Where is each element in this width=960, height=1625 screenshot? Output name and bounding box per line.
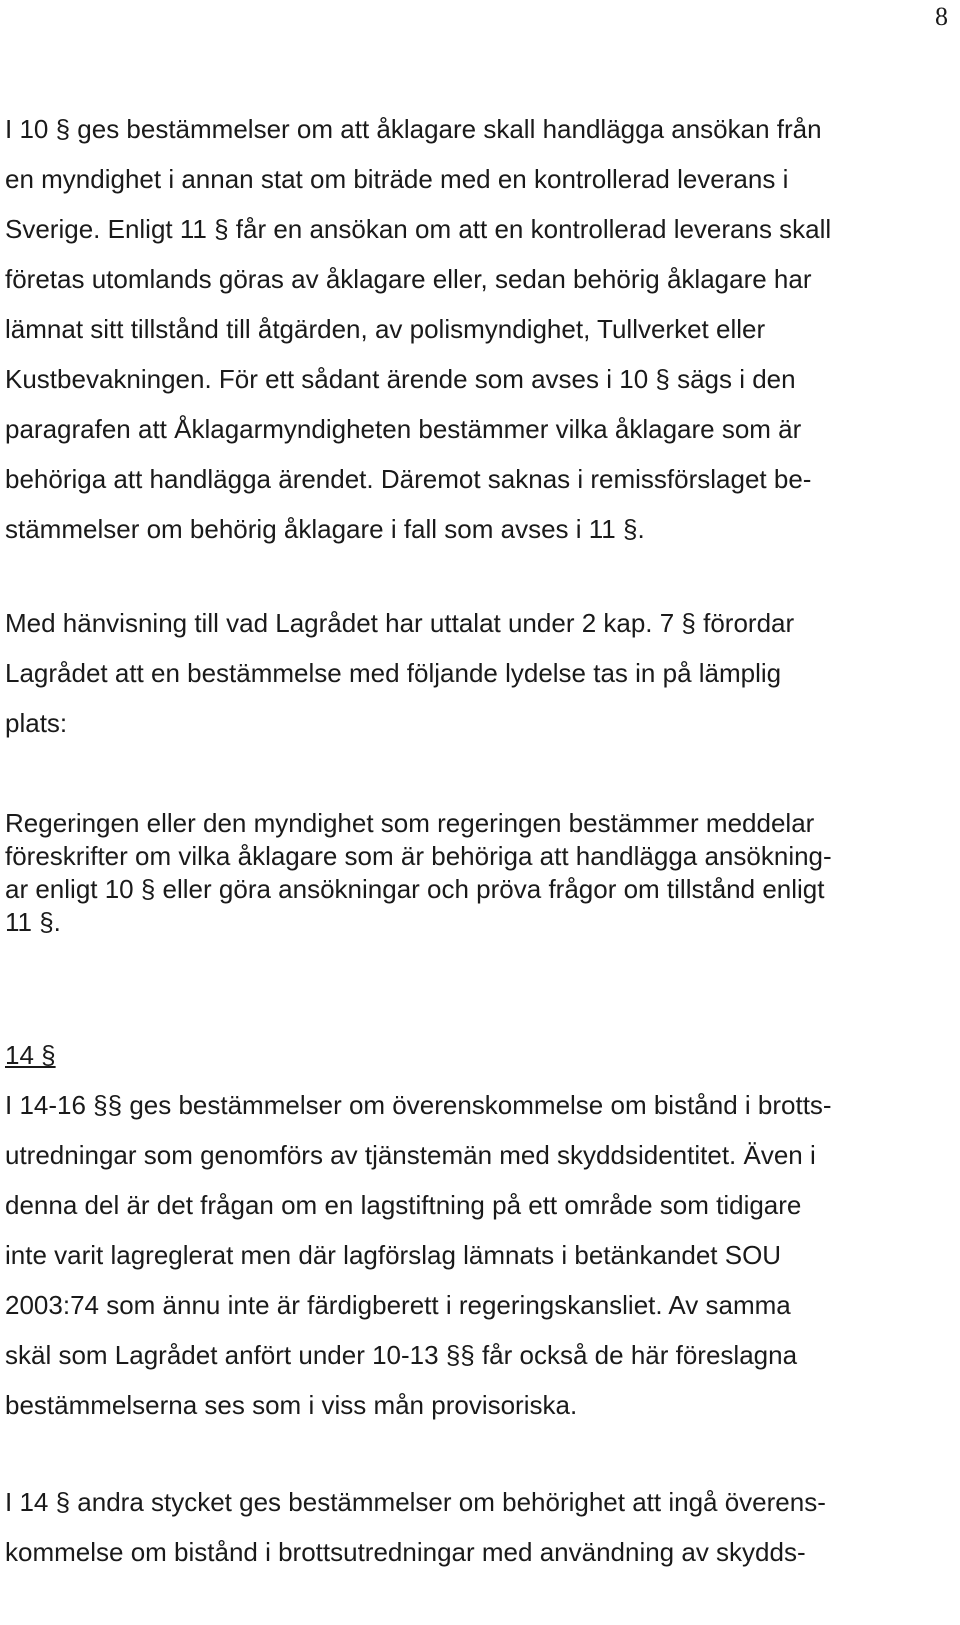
page-number: 8 bbox=[935, 2, 948, 31]
section-heading-14 bbox=[5, 1030, 935, 1080]
text-line: denna del är det frågan om en lagstiftning på ett område som tidigare bbox=[5, 1190, 802, 1220]
text-line: inte varit lagreglerat men där lagförslag lämnats i betänkandet SOU bbox=[5, 1240, 782, 1270]
section-heading: 14 § bbox=[5, 1040, 56, 1070]
text-line: ar enligt 10 § eller göra ansökningar och pröva frågor om tillstånd enligt bbox=[5, 874, 825, 904]
paragraph-lagradet-proposal bbox=[5, 598, 935, 748]
text-line: föreskrifter om vilka åklagare som är behöriga att handlägga ansökning- bbox=[5, 841, 832, 871]
text-line: Med hänvisning till vad Lagrådet har uttalat under 2 kap. 7 § förordar bbox=[5, 608, 795, 638]
paragraph-section-14-second bbox=[5, 1477, 935, 1577]
text-line: paragrafen att Åklagarmyndigheten bestämmer vilka åklagare som är bbox=[5, 414, 802, 444]
text-line: stämmelser om behörig åklagare i fall som avses i 11 §. bbox=[5, 514, 645, 544]
text-line: bestämmelserna ses som i viss mån provisoriska. bbox=[5, 1390, 578, 1420]
text-line: Lagrådet att en bestämmelse med följande lydelse tas in på lämplig bbox=[5, 658, 782, 688]
text-line: Regeringen eller den myndighet som regeringen bestämmer meddelar bbox=[5, 808, 815, 838]
text-line: I 10 § ges bestämmelser om att åklagare skall handlägga ansökan från bbox=[5, 114, 822, 144]
text-line: 2003:74 som ännu inte är färdigberett i regeringskansliet. Av samma bbox=[5, 1290, 791, 1320]
paragraph-sections-14-16 bbox=[5, 1080, 935, 1430]
text-line: utredningar som genomförs av tjänstemän med skyddsidentitet. Även i bbox=[5, 1140, 816, 1170]
text-line: en myndighet i annan stat om biträde med en kontrollerad leverans i bbox=[5, 164, 789, 194]
text-line: I 14 § andra stycket ges bestämmelser om behörighet att ingå överens- bbox=[5, 1487, 826, 1517]
text-line: Sverige. Enligt 11 § får en ansökan om att en kontrollerad leverans skall bbox=[5, 214, 832, 244]
paragraph-controlled-delivery bbox=[5, 104, 935, 554]
text-line: lämnat sitt tillstånd till åtgärden, av polismyndighet, Tullverket eller bbox=[5, 314, 766, 344]
text-line: behöriga att handlägga ärendet. Däremot saknas i remissförslaget be- bbox=[5, 464, 812, 494]
paragraph-proposed-provision bbox=[5, 807, 935, 939]
text-line: kommelse om bistånd i brottsutredningar med användning av skydds- bbox=[5, 1537, 806, 1567]
text-line: Kustbevakningen. För ett sådant ärende som avses i 10 § sägs i den bbox=[5, 364, 796, 394]
text-line: skäl som Lagrådet anfört under 10-13 §§ får också de här föreslagna bbox=[5, 1340, 798, 1370]
text-line: företas utomlands göras av åklagare eller, sedan behörig åklagare har bbox=[5, 264, 812, 294]
text-line: plats: bbox=[5, 708, 68, 738]
text-line: 11 §. bbox=[5, 907, 61, 937]
text-line: I 14-16 §§ ges bestämmelser om överenskommelse om bistånd i brotts- bbox=[5, 1090, 832, 1120]
